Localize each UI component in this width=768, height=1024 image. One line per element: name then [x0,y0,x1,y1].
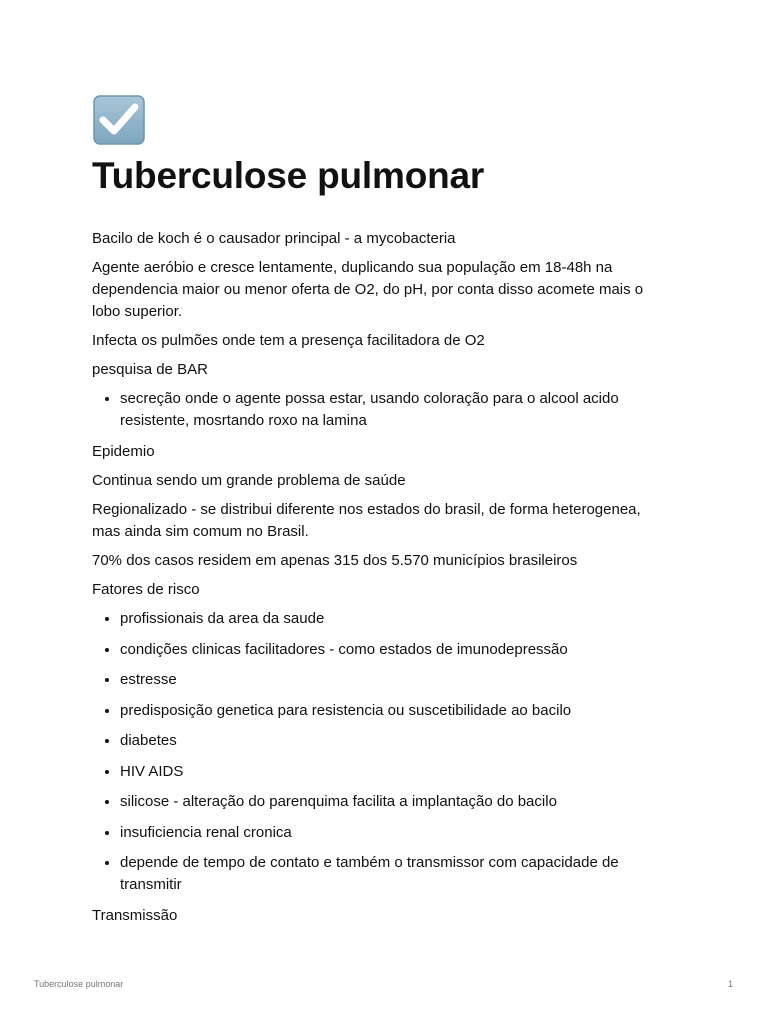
paragraph: Bacilo de koch é o causador principal - a mycobacteria [92,230,456,247]
paragraph: Continua sendo um grande problema de saúde [92,472,406,489]
page-title: Tuberculose pulmonar [92,155,485,196]
list-item: • condições clinicas facilitadores - como estados de imunodepressão [120,639,672,661]
paragraph: Agente aeróbio e cresce lentamente, duplicando sua população em 18-48h na dependencia maior ou menor oferta de O2, do pH, por conta disso acomete mais o lobo superior. [92,259,644,320]
section-heading-risk-factors: Fatores de risco [92,581,200,598]
paragraph: pesquisa de BAR [92,361,208,378]
list-item: • profissionais da area da saude [120,608,672,630]
list-item: • depende de tempo de contato e também o transmissor com capacidade de transmitir [120,852,672,896]
list-item: • silicose - alteração do parenquima facilita a implantação do bacilo [120,791,672,813]
footer-document-title: Tuberculose pulmonar [34,979,124,989]
document-page [92,94,672,934]
list-item: • predisposição genetica para resistencia ou suscetibilidade ao bacilo [120,700,672,722]
bullet-list-risk-factors [92,608,672,896]
paragraph: 70% dos casos residem em apenas 315 dos 5.570 municípios brasileiros [92,552,578,569]
footer-page-number: 1 [727,979,733,989]
paragraph: Infecta os pulmões onde tem a presença facilitadora de O2 [92,332,485,349]
list-item: • estresse [120,669,672,691]
list-item: • insuficiencia renal cronica [120,822,672,844]
section-heading-transmission: Transmissão [92,907,178,924]
bullet-list-bar [92,388,672,432]
checkbox-checked-icon [92,94,146,146]
list-item: • HIV AIDS [120,761,672,783]
paragraph: Regionalizado - se distribui diferente nos estados do brasil, de forma heterogenea, mas ainda sim comum no Brasil. [92,501,641,540]
list-item: • secreção onde o agente possa estar, usando coloração para o alcool acido resistente, mosrtando roxo na lamina [120,388,672,432]
list-item: • diabetes [120,730,672,752]
document-body [92,228,672,927]
section-heading-epidemio: Epidemio [92,443,155,460]
